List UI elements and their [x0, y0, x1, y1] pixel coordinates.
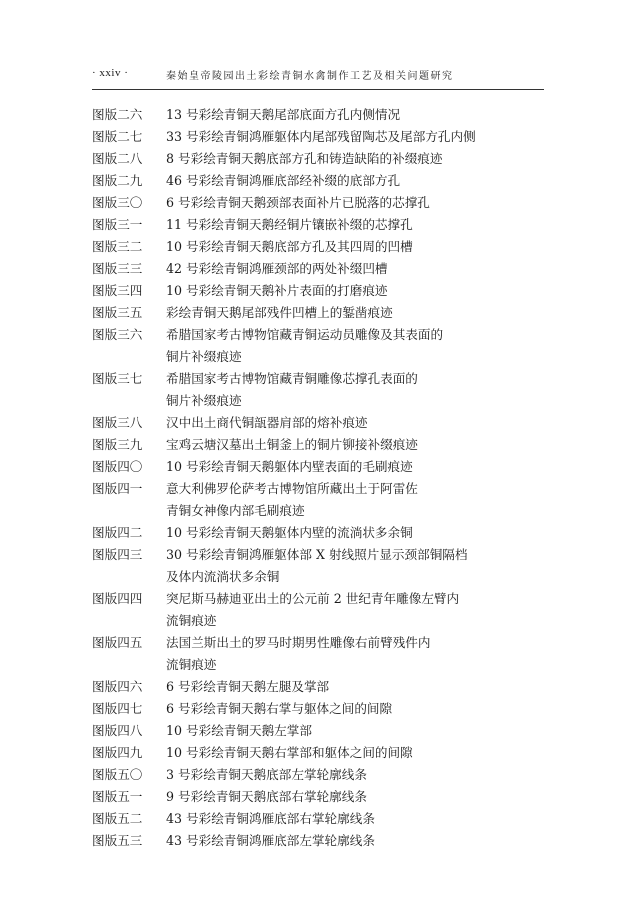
plate-caption-line: 青铜女神像内部毛刷痕迹: [166, 503, 305, 518]
plate-caption-line: 6 号彩绘青铜天鹅右掌与躯体之间的间隙: [166, 701, 393, 716]
plate-entry: [92, 302, 562, 324]
plate-caption: [166, 588, 562, 632]
plate-label: 图版四二: [92, 525, 143, 540]
plate-caption-line: 10 号彩绘青铜天鹅右掌部和躯体之间的间隙: [166, 745, 413, 760]
plate-entry: [92, 742, 562, 764]
plate-caption: [166, 478, 562, 522]
plate-caption-line: 42 号彩绘青铜鸿雁颈部的两处补缀凹槽: [166, 261, 388, 276]
plate-caption: [166, 104, 562, 126]
plate-caption-line: 11 号彩绘青铜天鹅经铜片镶嵌补缀的芯撑孔: [166, 217, 413, 232]
plate-label: 图版三九: [92, 437, 143, 452]
plate-caption-line: 43 号彩绘青铜鸿雁底部左掌轮廓线条: [166, 833, 375, 848]
plate-label: 图版二八: [92, 151, 143, 166]
plate-caption-line: 10 号彩绘青铜天鹅底部方孔及其四周的凹槽: [166, 239, 413, 254]
plate-caption-line: 6 号彩绘青铜天鹅左腿及掌部: [166, 679, 330, 694]
plate-caption-line: 3 号彩绘青铜天鹅底部左掌轮廓线条: [166, 767, 367, 782]
plate-label: 图版三七: [92, 371, 143, 386]
plate-label: 图版四五: [92, 635, 143, 650]
plate-caption-line: 33 号彩绘青铜鸿雁躯体内尾部残留陶芯及尾部方孔内侧: [166, 129, 476, 144]
plate-caption: [166, 236, 562, 258]
plate-caption: [166, 412, 562, 434]
header-rule: [92, 89, 544, 90]
plate-label: 图版三六: [92, 327, 143, 342]
plate-label: 图版三二: [92, 239, 143, 254]
plate-caption-line: 铜片补缀痕迹: [166, 349, 242, 364]
plate-label: 图版五〇: [92, 767, 143, 782]
plate-caption: [166, 544, 562, 588]
plate-entry: [92, 434, 562, 456]
plate-caption: [166, 258, 562, 280]
plate-entry: [92, 148, 562, 170]
plate-label: 图版三三: [92, 261, 143, 276]
plate-label: 图版四四: [92, 591, 143, 606]
plate-entry: [92, 632, 562, 676]
plate-caption: [166, 632, 562, 676]
plate-caption: [166, 456, 562, 478]
plate-label: 图版四一: [92, 481, 143, 496]
plate-caption: [166, 786, 562, 808]
plate-label: 图版四六: [92, 679, 143, 694]
plate-entry: [92, 214, 562, 236]
plate-entry: [92, 104, 562, 126]
plate-caption: [166, 698, 562, 720]
plate-label: 图版五一: [92, 789, 143, 804]
plate-label: 图版五三: [92, 833, 143, 848]
plate-entry: [92, 258, 562, 280]
plate-entry: [92, 786, 562, 808]
plate-caption: [166, 368, 562, 412]
plate-entry: [92, 764, 562, 786]
book-title: 秦始皇帝陵园出土彩绘青铜水禽制作工艺及相关问题研究: [166, 71, 454, 82]
plate-caption: [166, 764, 562, 786]
plate-caption-line: 宝鸡云塘汉墓出土铜釜上的铜片铆接补缀痕迹: [166, 437, 418, 452]
plate-entry: [92, 808, 562, 830]
plate-entry: [92, 170, 562, 192]
plate-caption: [166, 214, 562, 236]
plate-caption: [166, 280, 562, 302]
plate-caption: [166, 434, 562, 456]
plate-caption-line: 10 号彩绘青铜天鹅躯体内壁的流淌状多余铜: [166, 525, 413, 540]
plate-label: 图版三八: [92, 415, 143, 430]
plate-label: 图版三五: [92, 305, 143, 320]
plate-entry: [92, 698, 562, 720]
plate-label: 图版四八: [92, 723, 143, 738]
plate-caption-line: 流铜痕迹: [166, 613, 217, 628]
plate-entry: [92, 412, 562, 434]
page-number: · xxiv ·: [92, 67, 129, 79]
plate-entry: [92, 588, 562, 632]
plate-caption: [166, 522, 562, 544]
plate-entry: [92, 544, 562, 588]
plate-caption-line: 希腊国家考古博物馆藏青铜雕像芯撑孔表面的: [166, 371, 418, 386]
plate-caption: [166, 324, 562, 368]
plate-entry: [92, 192, 562, 214]
plate-entry: [92, 720, 562, 742]
plate-label: 图版三〇: [92, 195, 143, 210]
plate-caption: [166, 148, 562, 170]
plate-entry: [92, 280, 562, 302]
plate-entry: [92, 324, 562, 368]
plate-entry: [92, 830, 562, 852]
plate-caption: [166, 720, 562, 742]
plate-caption-line: 希腊国家考古博物馆藏青铜运动员雕像及其表面的: [166, 327, 444, 342]
plate-caption-line: 10 号彩绘青铜天鹅躯体内壁表面的毛刷痕迹: [166, 459, 413, 474]
plate-caption-line: 13 号彩绘青铜天鹅尾部底面方孔内侧情况: [166, 107, 401, 122]
plate-caption-line: 汉中出土商代铜瓿器肩部的熔补痕迹: [166, 415, 368, 430]
plate-caption-line: 铜片补缀痕迹: [166, 393, 242, 408]
plate-caption: [166, 830, 562, 852]
plate-list: [92, 104, 562, 852]
plate-caption-line: 30 号彩绘青铜鸿雁躯体部 X 射线照片显示颈部铜隔档: [166, 547, 468, 562]
plate-caption-line: 8 号彩绘青铜天鹅底部方孔和铸造缺陷的补缀痕迹: [166, 151, 443, 166]
plate-caption-line: 46 号彩绘青铜鸿雁底部经补缀的底部方孔: [166, 173, 401, 188]
plate-entry: [92, 368, 562, 412]
plate-caption: [166, 742, 562, 764]
plate-label: 图版四〇: [92, 459, 143, 474]
plate-label: 图版四九: [92, 745, 143, 760]
plate-caption-line: 法国兰斯出土的罗马时期男性雕像右前臂残件内: [166, 635, 431, 650]
plate-caption-line: 10 号彩绘青铜天鹅补片表面的打磨痕迹: [166, 283, 388, 298]
plate-caption-line: 6 号彩绘青铜天鹅颈部表面补片已脱落的芯撑孔: [166, 195, 430, 210]
plate-caption: [166, 170, 562, 192]
plate-caption: [166, 126, 562, 148]
plate-entry: [92, 478, 562, 522]
plate-caption: [166, 302, 562, 324]
plate-entry: [92, 236, 562, 258]
plate-caption-line: 意大利佛罗伦萨考古博物馆所藏出土于阿雷佐: [166, 481, 418, 496]
running-header: [92, 62, 544, 84]
plate-caption: [166, 808, 562, 830]
plate-label: 图版三一: [92, 217, 143, 232]
plate-caption-line: 及体内流淌状多余铜: [166, 569, 280, 584]
plate-entry: [92, 126, 562, 148]
plate-entry: [92, 456, 562, 478]
plate-label: 图版二六: [92, 107, 143, 122]
plate-label: 图版四七: [92, 701, 143, 716]
plate-label: 图版二七: [92, 129, 143, 144]
plate-label: 图版三四: [92, 283, 143, 298]
plate-caption-line: 流铜痕迹: [166, 657, 217, 672]
plate-caption: [166, 192, 562, 214]
plate-caption-line: 43 号彩绘青铜鸿雁底部右掌轮廓线条: [166, 811, 375, 826]
plate-entry: [92, 522, 562, 544]
plate-caption: [166, 676, 562, 698]
plate-label: 图版五二: [92, 811, 143, 826]
plate-caption-line: 彩绘青铜天鹅尾部残件凹槽上的錾凿痕迹: [166, 305, 393, 320]
plate-caption-line: 9 号彩绘青铜天鹅底部右掌轮廓线条: [166, 789, 367, 804]
plate-label: 图版四三: [92, 547, 143, 562]
plate-label: 图版二九: [92, 173, 143, 188]
plate-caption-line: 突尼斯马赫迪亚出土的公元前 2 世纪青年雕像左臂内: [166, 591, 460, 606]
plate-entry: [92, 676, 562, 698]
plate-caption-line: 10 号彩绘青铜天鹅左掌部: [166, 723, 312, 738]
